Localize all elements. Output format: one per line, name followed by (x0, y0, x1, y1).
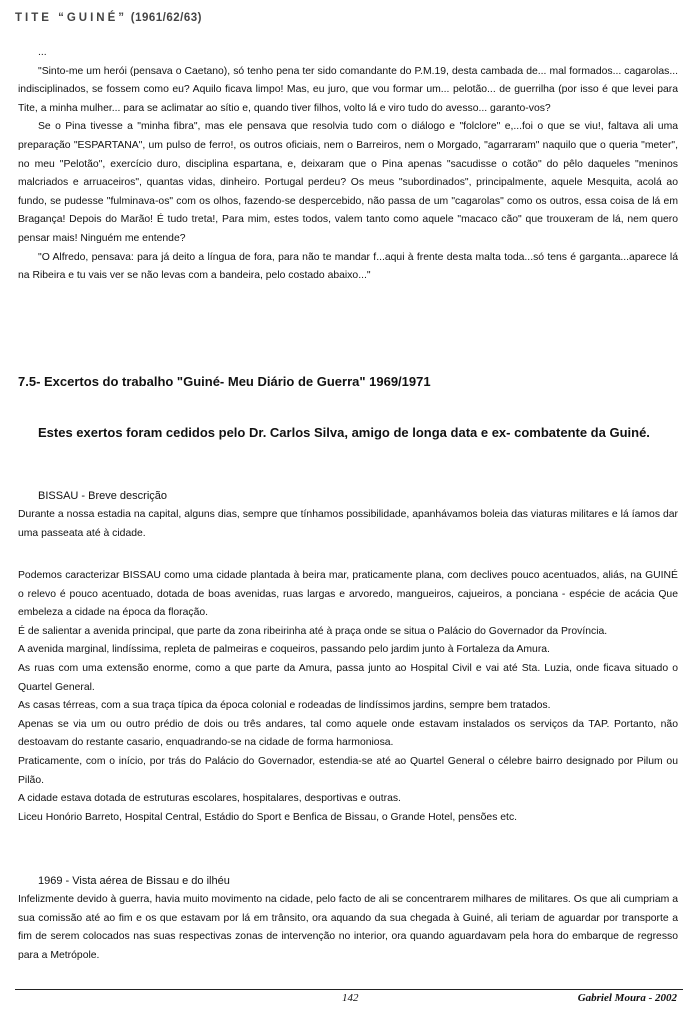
quote-block (18, 44, 678, 286)
vista-paragraph-1: Infelizmente devido à guerra, havia muito movimento na cidade, pelo facto de ali se concentrarem milhares de militares. Os que ali cumpriam a sua comissão até ao fim e os que estavam por lá em trânsito, ora aquando da sua chegada à Guiné, ali teriam de aguardar por transporte a fim de serem colocados nas suas respectivas zonas de intervenção no interior, ora quando aguardavam pela hora do embarque de regresso para a Metrópole. (18, 894, 678, 961)
bissau-paragraph-1: Durante a nossa estadia na capital, alguns dias, sempre que tínhamos possibilidade, apanhávamos boleia das viaturas militares e lá íamos dar uma passeata até à cidade. (18, 509, 678, 539)
footer-author: Gabriel Moura - 2002 (577, 992, 677, 1004)
quote-paragraph-1: "Sinto-me um herói (pensava o Caetano), só tenho pena ter sido comandante do P.M.19, desta cambada de... mal formados... cagarolas... indisciplinados, se fossem como eu? Aquilo ficava limpo! Mas, eu juro, que vou formar um... pelotão... de guerrilha (por isso é que levei para Tite, a minha mulher... para se aclimatar ao sítio e, quando tiver filhos, volto lá e viro tudo do avesso... garanto-vos? (18, 65, 678, 114)
bissau-description (18, 567, 678, 827)
quote-paragraph-3: "O Alfredo, pensava: para já deito a língua de fora, para não te mandar f...aqui à frente desta malta toda...só tens é garganta...aparece lá na Ribeira e tu vais ver se não levas com a bandeira, pelo costado abaixo..." (18, 251, 678, 282)
running-header (15, 12, 202, 24)
quote-paragraph-2: Se o Pina tivesse a "minha fibra", mas ele pensava que resolvia tudo com o diálogo e "folclore" e,...foi o que se viu!, faltava ali uma preparação "ESPARTANA", um pulso de ferro!, os outros oficiais, nem o Barreiros, nem o Morgado, "agarraram" naquilo que o queria "meter", no meu "Pelotão", exercício duro, disciplina espartana, e, deixaram que o Pina apenas "sacudisse o cotão" do pêlo daqueles "meninos malcriados e arruaceiros", quantas vidas, dinheiro. Portugal perdeu? Os meus "subordinados", principalmente, aquele Mesquita, acolá ao fundo, se pudesse "fulminava-os" com os olhos, fazendo-se despercebido, não passa de um "cagarolas" como os outros, essa coisa de lá em Bragança! Depois do Marão! É tudo treta!, Para mim, estes todos, valem tanto como aquele "macaco cão" que trouxeram de lá, nem quero pensar mais! Ninguém me entende? (18, 121, 678, 244)
section-title: 7.5- Excertos do trabalho "Guiné- Meu Diário de Guerra" 1969/1971 (18, 374, 431, 389)
header-years: (1961/62/63) (130, 12, 202, 24)
bissau-heading: BISSAU - Breve descrição (38, 490, 167, 502)
bissau-line: As ruas com uma extensão enorme, como a que parte da Amura, passa junto ao Hospital Civil e vai até Sta. Luzia, onde ficava situado o Quartel General. (18, 662, 678, 693)
bissau-line: As casas térreas, com a sua traça típica da época colonial e rodeadas de lindíssimos jardins, sempre bem tratados. (18, 700, 551, 712)
header-title: TITE “GUINÉ” (15, 12, 128, 24)
section-intro: Estes exertos foram cedidos pelo Dr. Carlos Silva, amigo de longa data e ex- combatente da Guiné. (38, 425, 650, 440)
bissau-line: Liceu Honório Barreto, Hospital Central, Estádio do Sport e Benfica de Bissau, o Grande Hotel, pensões etc. (18, 811, 518, 823)
vista-heading: 1969 - Vista aérea de Bissau e do ilhéu (38, 875, 230, 887)
bissau-line: A cidade estava dotada de estruturas escolares, hospitalares, desportivas e outras. (18, 793, 401, 805)
bissau-line: Apenas se via um ou outro prédio de dois ou três andares, tal como aquele onde estavam instalados os serviços da TAP. Portanto, não destoavam do restante casario, enquadrando-se na cidade de forma harmoniosa. (18, 718, 678, 749)
bissau-line: Podemos caracterizar BISSAU como uma cidade plantada à beira mar, praticamente plana, com declives pouco acentuados, aliás, na GUINÉ o relevo é pouco acentuado, dotada de boas avenidas, ruas largas e arvoredo, mangueiros, cajueiros, a ponciana - espécie de acácia Que embeleza a cidade na época da floração. (18, 570, 678, 619)
bissau-line: A avenida marginal, lindíssima, repleta de palmeiras e coqueiros, passando pelo jardim junto à Fortaleza da Amura. (18, 644, 550, 656)
footer-rule (15, 989, 683, 990)
page-number: 142 (342, 992, 359, 1004)
bissau-intro-paragraph (18, 506, 678, 543)
ellipsis-line: ... (38, 47, 47, 58)
bissau-line: Praticamente, com o início, por trás do Palácio do Governador, estendia-se até ao Quartel General o célebre bairro designado por Pilum ou Pilão. (18, 755, 678, 786)
vista-paragraph (18, 891, 678, 965)
bissau-line: É de salientar a avenida principal, que parte da zona ribeirinha até à praça onde se situa o Palácio do Governador da Província. (18, 625, 608, 637)
